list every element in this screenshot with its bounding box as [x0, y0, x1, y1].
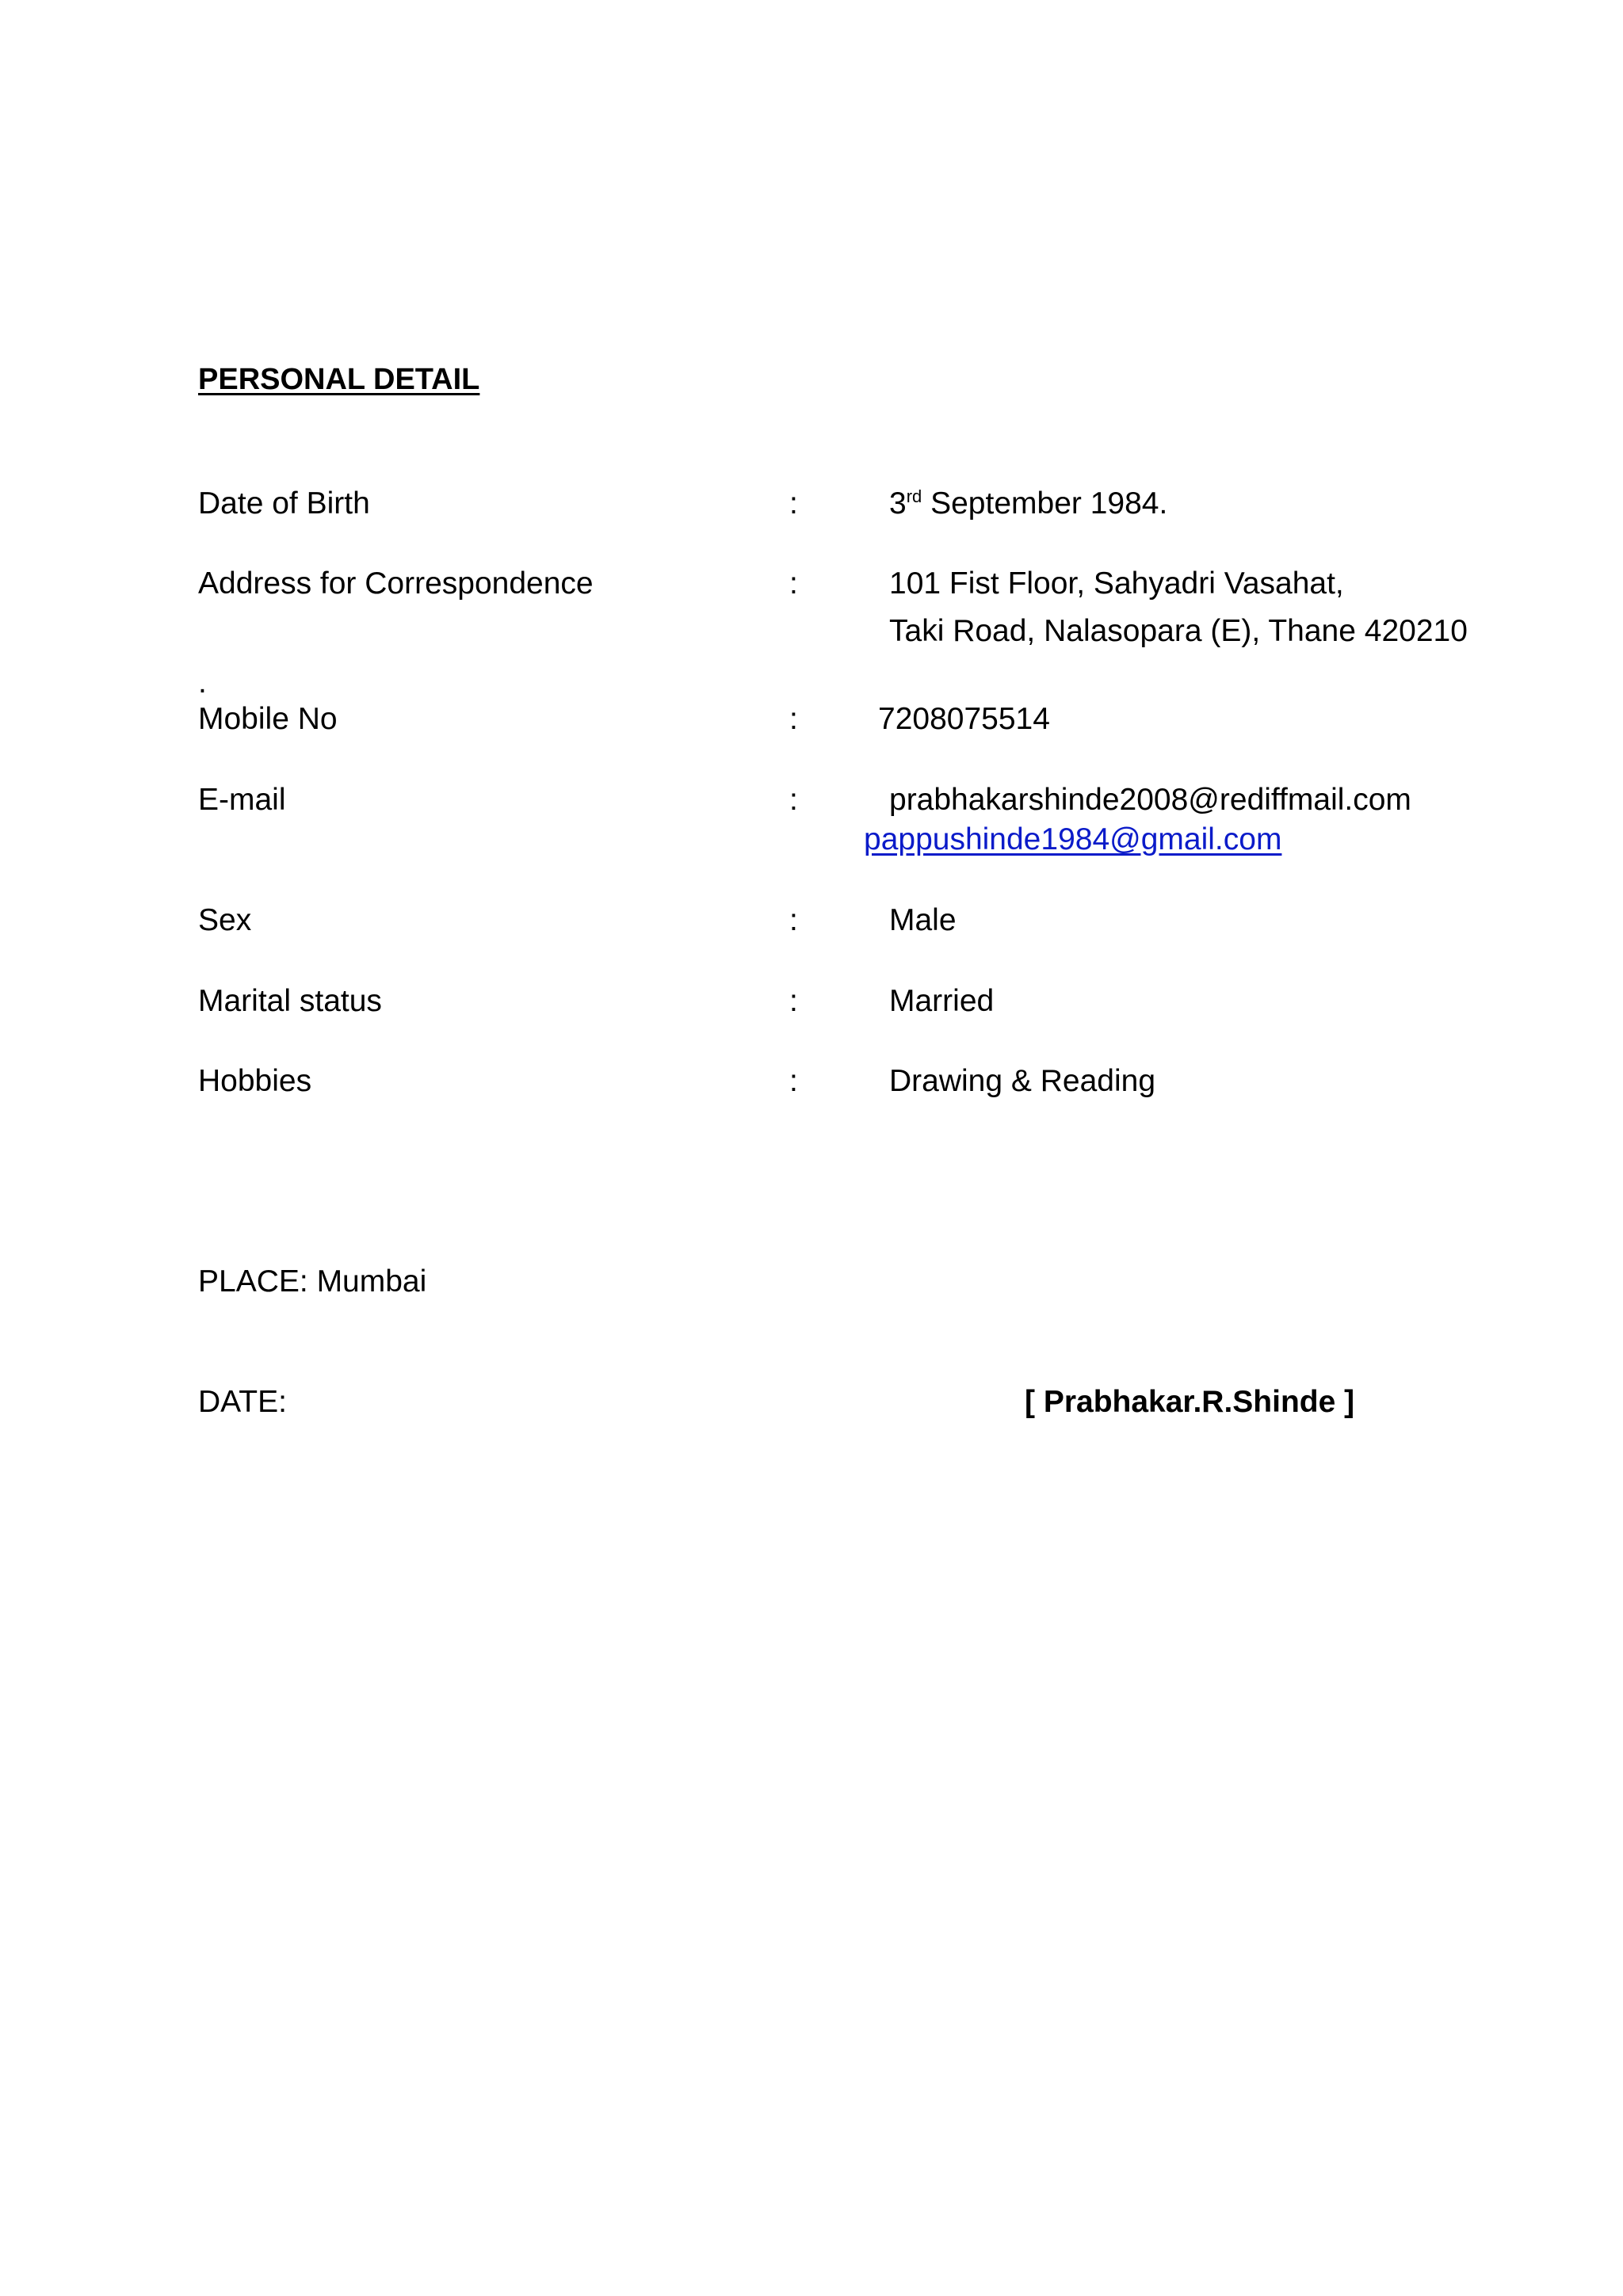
marital-value: Married	[889, 984, 995, 1018]
email-colon: :	[789, 783, 798, 817]
date-line: DATE:	[198, 1385, 287, 1419]
signature-name: [ Prabhakar.R.Shinde ]	[1025, 1385, 1355, 1419]
address-label: Address for Correspondence	[198, 566, 594, 601]
mobile-value: 7208075514	[878, 702, 1050, 736]
dob-rest: September 1984.	[922, 486, 1168, 521]
mobile-colon: :	[789, 702, 798, 736]
sex-value: Male	[889, 903, 957, 937]
address-colon: :	[789, 566, 798, 601]
section-heading: PERSONAL DETAIL	[198, 363, 480, 396]
place-line: PLACE: Mumbai	[198, 1264, 427, 1299]
email-primary: prabhakarshinde2008@rediffmail.com	[889, 783, 1411, 817]
hobbies-colon: :	[789, 1064, 798, 1098]
mobile-label: Mobile No	[198, 702, 338, 736]
marital-colon: :	[789, 984, 798, 1018]
dob-day-suffix: rd	[906, 486, 922, 506]
dob-day: 3	[889, 486, 907, 521]
stray-dot: .	[198, 666, 207, 700]
email-label: E-mail	[198, 783, 286, 817]
marital-label: Marital status	[198, 984, 382, 1018]
dob-colon: :	[789, 486, 798, 521]
hobbies-value: Drawing & Reading	[889, 1064, 1156, 1098]
email-secondary-link[interactable]: pappushinde1984@gmail.com	[864, 822, 1282, 856]
dob-value	[889, 485, 1167, 523]
sex-colon: :	[789, 903, 798, 937]
hobbies-label: Hobbies	[198, 1064, 312, 1098]
dob-label: Date of Birth	[198, 486, 370, 521]
sex-label: Sex	[198, 903, 252, 937]
address-line-2: Taki Road, Nalasopara (E), Thane 420210	[889, 614, 1468, 648]
address-line-1: 101 Fist Floor, Sahyadri Vasahat,	[889, 566, 1344, 601]
